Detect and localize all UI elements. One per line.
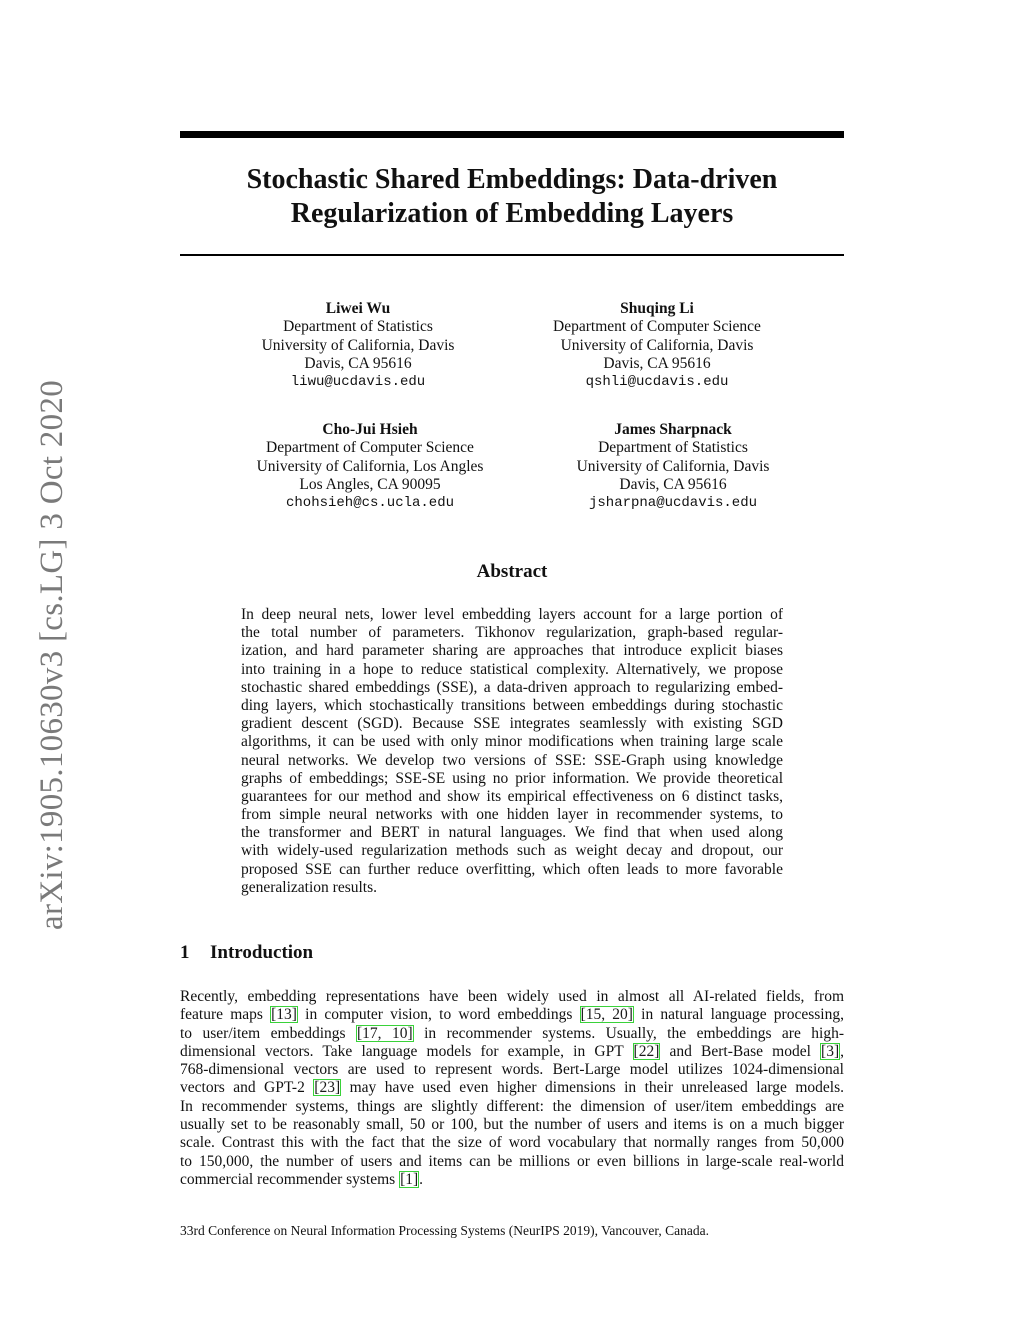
author-dept: Department of Statistics <box>283 318 433 336</box>
abstract-line: from simple neural networks with one hidden layer in recommender systems, to <box>241 806 783 824</box>
abstract-line: In deep neural nets, lower level embedding layers account for a large portion of <box>241 606 783 623</box>
author-name: James Sharpnack <box>614 421 732 438</box>
author-block <box>208 300 508 391</box>
citation-link[interactable]: [13] <box>271 1006 297 1024</box>
text-run: to user/item embeddings <box>180 1024 356 1042</box>
text-run: and Bert-Base model <box>660 1042 821 1060</box>
intro-line <box>180 1025 844 1043</box>
author-univ: University of California, Davis <box>261 336 455 354</box>
citation-link[interactable]: [3] <box>821 1042 840 1060</box>
text-run: may have used even higher dimensions in their unreleased large models. <box>341 1079 844 1097</box>
abstract-line: graphs of embeddings; SSE-SE using no prior information. We provide theoretical <box>241 769 783 787</box>
citation-link[interactable]: [15, 20] <box>580 1006 633 1024</box>
intro-line <box>180 1171 844 1189</box>
citation-link[interactable]: [1] <box>400 1170 419 1188</box>
text-run: commercial recommender systems <box>180 1170 400 1188</box>
author-block <box>523 421 823 512</box>
abstract-line: proposed SSE can further reduce overfitting, which often leads to more favorable <box>241 860 783 878</box>
author-block <box>507 300 807 391</box>
author-email[interactable]: liwu@ucdavis.edu <box>290 374 426 391</box>
intro-line: 768-dimensional vectors are used to represent words. Bert-Large model utilizes 1024-dimensional <box>180 1061 844 1079</box>
title-bottom-rule <box>180 254 844 256</box>
author-email[interactable]: chohsieh@cs.ucla.edu <box>285 495 455 512</box>
abstract-line: with widely-used regularization methods such as weight decay and dropout, our <box>241 842 783 860</box>
title-line-1: Stochastic Shared Embeddings: Data-driven <box>246 164 778 195</box>
abstract-heading: Abstract <box>476 561 548 582</box>
abstract-line: ding layers, which stochastically transitions between embeddings during stochastic <box>241 696 783 714</box>
abstract-line: stochastic shared embeddings (SSE), a data-driven approach to regularizing embed- <box>241 678 783 696</box>
intro-line: In recommender systems, things are slightly different: the dimension of user/item embeddings are <box>180 1097 844 1115</box>
paper-title <box>180 163 844 231</box>
conference-footnote: 33rd Conference on Neural Information Processing Systems (NeurIPS 2019), Vancouver, Canada. <box>180 1223 709 1238</box>
abstract-body <box>241 606 783 897</box>
author-dept: Department of Computer Science <box>553 318 761 336</box>
author-city: Davis, CA 95616 <box>603 354 711 372</box>
text-run: , <box>840 1042 844 1060</box>
title-top-rule <box>180 131 844 138</box>
text-run: . <box>419 1170 424 1188</box>
text-run: in natural language processing, <box>633 1006 844 1024</box>
title-line-2: Regularization of Embedding Layers <box>290 198 734 229</box>
citation-link[interactable]: [17, 10] <box>356 1024 413 1042</box>
abstract-line: ization, and hard parameter sharing are approaches that introduce explicit biases <box>241 642 783 660</box>
abstract-line: algorithms, it can be used with only minor modifications when training large scale <box>241 733 783 751</box>
intro-line <box>180 1043 844 1061</box>
citation-link[interactable]: [22] <box>633 1042 660 1060</box>
abstract-line: neural networks. We develop two versions of SSE: SSE-Graph using knowledge <box>241 751 783 769</box>
intro-line: Recently, embedding representations have been widely used in almost all AI-related fields, from <box>180 988 844 1005</box>
intro-paragraph <box>180 988 844 1189</box>
intro-line: to 150,000, the number of users and items can be millions or even billions in large-scale real-world <box>180 1152 844 1170</box>
arxiv-stamp[interactable]: arXiv:1905.10630v3 [cs.LG] 3 Oct 2020 <box>34 379 70 930</box>
author-city: Davis, CA 95616 <box>619 475 727 493</box>
text-run: dimensional vectors. Take language models for example, in GPT <box>180 1042 633 1060</box>
text-run: in recommender systems. Usually, the embeddings are high- <box>413 1024 844 1042</box>
citation-link[interactable]: [23] <box>314 1079 341 1097</box>
author-name: Cho-Jui Hsieh <box>322 421 418 438</box>
section-title: Introduction <box>210 942 314 963</box>
author-name: Liwei Wu <box>325 300 391 317</box>
author-name: Shuqing Li <box>620 300 694 317</box>
text-run: vectors and GPT-2 <box>180 1079 314 1097</box>
intro-line <box>180 1079 844 1097</box>
author-univ: University of California, Los Angles <box>256 457 484 475</box>
section-number: 1 <box>180 942 190 963</box>
abstract-line: generalization results. <box>241 878 378 896</box>
author-block <box>220 421 520 512</box>
abstract-line: gradient descent (SGD). Because SSE integrates seamlessly with existing SGD <box>241 715 783 733</box>
author-email[interactable]: jsharpna@ucdavis.edu <box>588 495 758 512</box>
author-city: Davis, CA 95616 <box>304 354 412 372</box>
abstract-line: the total number of parameters. Tikhonov regularization, graph-based regular- <box>241 624 783 642</box>
intro-line: usually set to be reasonably small, 50 or 100, but the number of users and items is on a much bigger <box>180 1116 844 1134</box>
author-univ: University of California, Davis <box>576 457 770 475</box>
abstract-line: into training in a hope to reduce statistical complexity. Alternatively, we propose <box>241 660 783 678</box>
author-dept: Department of Computer Science <box>266 439 474 457</box>
text-run: in computer vision, to word embeddings <box>297 1006 580 1024</box>
author-dept: Department of Statistics <box>598 439 748 457</box>
abstract-line: guarantees for our method and show its empirical effectiveness on 6 distinct tasks, <box>241 787 783 805</box>
section-heading <box>180 942 313 964</box>
intro-line <box>180 1006 844 1024</box>
abstract-line: the transformer and BERT in natural languages. We find that when used along <box>241 824 783 842</box>
author-email[interactable]: qshli@ucdavis.edu <box>585 374 729 391</box>
author-city: Los Angles, CA 90095 <box>299 475 441 493</box>
intro-line: scale. Contrast this with the fact that the size of word vocabulary that normally ranges from 50,000 <box>180 1134 844 1152</box>
author-univ: University of California, Davis <box>560 336 754 354</box>
text-run: feature maps <box>180 1006 271 1024</box>
